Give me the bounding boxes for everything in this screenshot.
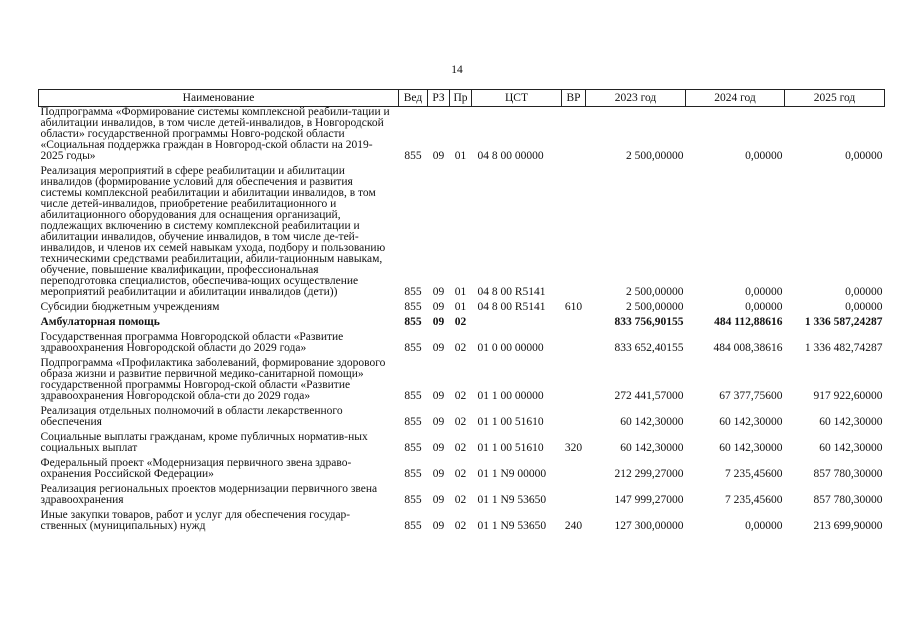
- row-pr: 02: [454, 520, 467, 532]
- row-vr: [562, 107, 586, 163]
- row-ved: 855: [404, 150, 422, 162]
- row-rz: 09: [432, 416, 445, 428]
- row-vr: 320: [564, 442, 583, 454]
- row-2025-value: 1 336 482,74287: [804, 342, 883, 354]
- row-ved: 855: [404, 494, 422, 506]
- row-vr: 610: [564, 301, 583, 313]
- header-2024: 2024 год: [686, 90, 785, 107]
- row-cst: [472, 313, 562, 328]
- table-row: [39, 480, 885, 506]
- row-2023-value: 60 142,30000: [620, 416, 684, 428]
- table-row: [39, 162, 885, 298]
- row-rz: 09: [432, 494, 445, 506]
- row-2023-value: 147 999,27000: [614, 494, 684, 506]
- row-rz: 09: [432, 316, 445, 328]
- row-2023-value: 127 300,00000: [614, 520, 684, 532]
- row-pr: 02: [454, 342, 467, 354]
- row-name: Социальные выплаты гражданам, кроме публичных норматив-ных социальных выплат: [40, 431, 368, 454]
- row-cst: 04 8 00 R5141: [477, 286, 546, 298]
- row-ved: 855: [404, 468, 422, 480]
- header-name: Наименование: [39, 90, 399, 107]
- row-cst: 01 1 N9 53650: [477, 494, 547, 506]
- row-name: Реализация мероприятий в сфере реабилитации и абилитации инвалидов (формирование условий для обеспечения и развития системы комплексной реабилитации и абилитации инвалидов, в том числе детей-инвалидов, приобретение реабилитационного и абилитационного оборудования для оснащения организаций, подлежащих включению в систему комплексной реабилитации и абилитации инвалидов, обучение инвалидов, в том числе де-тей-инвалидов, и членов их семей навыкам ухода, подбору и пользованию техническими средствами реабилитации, абили-тационным навыкам, обучение, повышение квалификации, профессиональная переподготовка специалистов, обеспечива-ющих осуществление мероприятий реабилитации и абилитации инвалидов (дети)): [40, 165, 386, 298]
- row-pr: 01: [454, 286, 467, 298]
- header-2023: 2023 год: [586, 90, 686, 107]
- row-vr: [562, 162, 586, 298]
- row-name: Субсидии бюджетным учреждениям: [40, 301, 220, 313]
- row-2025-value: 60 142,30000: [819, 416, 883, 428]
- row-name: Подпрограмма «Формирование системы комплексной реабили-тации и абилитации инвалидов, в том числе детей-инвалидов, в Новгородской области» государственной программы Новго-родской области «Социальная поддержка граждан в Новгород-ской области на 2019-2025 годы»: [40, 106, 390, 162]
- header-cst: ЦСТ: [472, 90, 562, 107]
- row-cst: 01 1 00 00000: [477, 390, 544, 402]
- row-vr: 240: [564, 520, 583, 532]
- row-pr: 02: [454, 416, 467, 428]
- row-name: Реализация отдельных полномочий в области лекарственного обеспечения: [40, 405, 343, 428]
- row-vr: [562, 328, 586, 354]
- row-2023-value: 833 756,90155: [614, 316, 684, 328]
- row-ved: 855: [404, 442, 422, 454]
- row-rz: 09: [432, 390, 445, 402]
- row-vr: [562, 354, 586, 402]
- row-2023-value: 272 441,57000: [614, 390, 684, 402]
- row-name: Федеральный проект «Модернизация первичного звена здраво-охранения Российской Федерации»: [40, 457, 352, 480]
- row-2023-value: 833 652,40155: [614, 342, 684, 354]
- row-2025-value: 60 142,30000: [819, 442, 883, 454]
- row-2024-value: 67 377,75600: [719, 390, 783, 402]
- row-rz: 09: [432, 468, 445, 480]
- row-ved: 855: [404, 390, 422, 402]
- row-2024-value: 0,00000: [745, 286, 783, 298]
- header-ved: Вед: [399, 90, 428, 107]
- table-row: [39, 428, 885, 454]
- row-2024-value: 0,00000: [745, 301, 783, 313]
- header-pr: Пр: [450, 90, 472, 107]
- row-2024-value: 60 142,30000: [719, 442, 783, 454]
- table-row: [39, 313, 885, 328]
- row-cst: 01 0 00 00000: [477, 342, 544, 354]
- row-name: Амбулаторная помощь: [40, 316, 160, 328]
- row-rz: 09: [432, 520, 445, 532]
- row-vr: [562, 480, 586, 506]
- row-name: Государственная программа Новгородской области «Развитие здравоохранения Новгородской области до 2029 года»: [40, 331, 344, 354]
- page-number: 14: [451, 64, 463, 76]
- row-2025-value: 213 699,90000: [813, 520, 883, 532]
- row-2024-value: 7 235,45600: [725, 494, 783, 506]
- table-row: [39, 298, 885, 313]
- row-pr: 02: [454, 494, 467, 506]
- row-name: Иные закупки товаров, работ и услуг для обеспечения государ-ственных (муниципальных) нужд: [40, 509, 351, 532]
- row-ved: 855: [404, 342, 422, 354]
- table-header-row: [39, 90, 885, 107]
- row-pr: 02: [454, 316, 467, 328]
- row-2025-value: 857 780,30000: [813, 494, 883, 506]
- row-ved: 855: [404, 301, 422, 313]
- row-cst: 01 1 00 51610: [477, 442, 544, 454]
- row-rz: 09: [432, 342, 445, 354]
- row-ved: 855: [404, 416, 422, 428]
- row-2025-value: 0,00000: [845, 286, 883, 298]
- budget-table: [38, 89, 885, 532]
- table-row: [39, 107, 885, 163]
- row-ved: 855: [404, 286, 422, 298]
- table-row: [39, 506, 885, 532]
- row-pr: 02: [454, 468, 467, 480]
- row-2023-value: 212 299,27000: [614, 468, 684, 480]
- row-2024-value: 484 008,38616: [713, 342, 783, 354]
- header-vr: ВР: [562, 90, 586, 107]
- header-2025: 2025 год: [785, 90, 885, 107]
- row-cst: 01 1 N9 00000: [477, 468, 547, 480]
- row-cst: 04 8 00 R5141: [477, 301, 546, 313]
- table-body: [39, 107, 885, 533]
- row-vr: [562, 402, 586, 428]
- row-cst: 01 1 00 51610: [477, 416, 544, 428]
- row-pr: 01: [454, 150, 467, 162]
- row-ved: 855: [404, 520, 422, 532]
- row-2025-value: 1 336 587,24287: [804, 316, 883, 328]
- table-row: [39, 454, 885, 480]
- row-ved: 855: [404, 316, 422, 328]
- row-rz: 09: [432, 150, 445, 162]
- row-2024-value: 60 142,30000: [719, 416, 783, 428]
- row-cst: 01 1 N9 53650: [477, 520, 547, 532]
- row-name: Подпрограмма «Профилактика заболеваний, формирование здорового образа жизни и развитие первичной медико-санитарной помощи» государственной программы Новгород-ской области «Развитие здравоохранения Новгородской обла-сти до 2029 года»: [40, 357, 386, 402]
- row-2024-value: 7 235,45600: [725, 468, 783, 480]
- row-2025-value: 917 922,60000: [813, 390, 883, 402]
- row-vr: [562, 313, 586, 328]
- row-pr: 02: [454, 442, 467, 454]
- table-row: [39, 402, 885, 428]
- header-rz: РЗ: [428, 90, 450, 107]
- row-2024-value: 484 112,88616: [714, 316, 783, 328]
- row-rz: 09: [432, 301, 445, 313]
- row-rz: 09: [432, 442, 445, 454]
- table-row: [39, 354, 885, 402]
- row-2023-value: 2 500,00000: [626, 150, 684, 162]
- row-pr: 02: [454, 390, 467, 402]
- row-2025-value: 0,00000: [845, 150, 883, 162]
- row-2024-value: 0,00000: [745, 520, 783, 532]
- row-rz: 09: [432, 286, 445, 298]
- row-2025-value: 857 780,30000: [813, 468, 883, 480]
- row-2023-value: 60 142,30000: [620, 442, 684, 454]
- row-cst: 04 8 00 00000: [477, 150, 544, 162]
- row-2023-value: 2 500,00000: [626, 286, 684, 298]
- row-2025-value: 0,00000: [845, 301, 883, 313]
- row-pr: 01: [454, 301, 467, 313]
- row-vr: [562, 454, 586, 480]
- row-name: Реализация региональных проектов модернизации первичного звена здравоохранения: [40, 483, 378, 506]
- row-2024-value: 0,00000: [745, 150, 783, 162]
- table-row: [39, 328, 885, 354]
- row-2023-value: 2 500,00000: [626, 301, 684, 313]
